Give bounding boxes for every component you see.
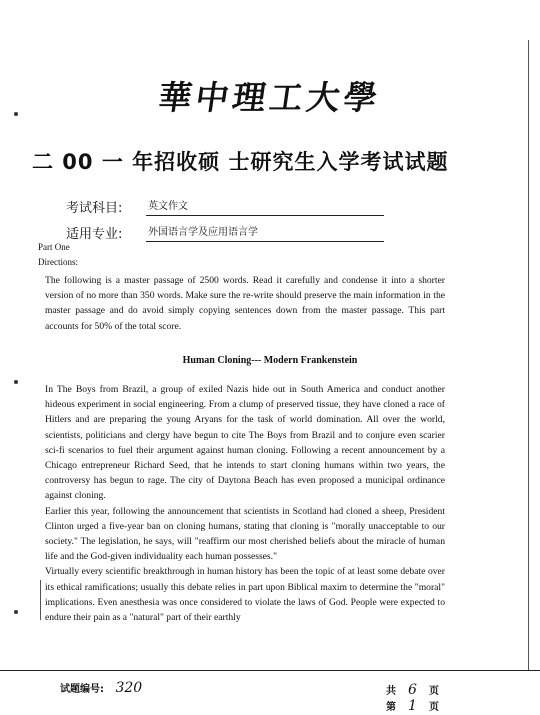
binding-hole bbox=[14, 112, 18, 116]
exam-title: 二 00 一 年招收硕 士研究生入学考试试题 bbox=[32, 150, 449, 174]
paragraph: Earlier this year, following the announcement that scientists in Scotland had cloned a sheep, President Clinton urged a five-year ban on cloning humans, stating that cloning is "morally unacceptable to our society." The legislation, he says, will "reaffirm our most cherished beliefs about the miracle of human life and the God-given individuality each human possesses." bbox=[45, 505, 445, 563]
total-pages-value: 6 bbox=[408, 682, 417, 698]
scan-edge-line bbox=[528, 40, 529, 670]
part-label: Part One bbox=[38, 242, 70, 252]
article-title: Human Cloning--- Modern Frankenstein bbox=[182, 355, 358, 366]
total-pages bbox=[386, 682, 439, 698]
subject-label: 考试科目: bbox=[66, 201, 123, 216]
total-suffix: 页 bbox=[428, 686, 439, 697]
major-value: 外国语言学及应用语言学 bbox=[146, 223, 384, 242]
exam-code bbox=[60, 680, 142, 696]
major-label: 适用专业: bbox=[66, 227, 123, 242]
binding-hole bbox=[14, 610, 18, 614]
page-prefix: 第 bbox=[386, 702, 396, 713]
major-row bbox=[66, 223, 258, 242]
instructions-text: The following is a master passage of 2500 words. Read it carefully and condense it into a shorter version of no more than 350 words. Make sure the re-write should preserve the main information in the master passage and do avoid simply copying sentences down from the master passage. This part accounts for 50% of the total score. bbox=[45, 275, 445, 332]
paragraph: Virtually every scientific breakthrough in human history has been the topic of at least some debate over its ethical ramifications; usually this debate relies in part upon Biblical maxim to determine the "moral" implications. Even anesthesia was once considered to violate the laws of God. People were expected to endure their pain as a "natural" part of their earthly bbox=[45, 566, 445, 624]
scan-margin-mark bbox=[40, 580, 41, 620]
footer-divider bbox=[0, 670, 540, 671]
page-number bbox=[386, 698, 439, 714]
exam-code-label: 试题编号: bbox=[60, 684, 104, 695]
exam-code-value: 320 bbox=[115, 680, 143, 696]
university-name: 華中理工大學 bbox=[155, 78, 384, 117]
page-suffix: 页 bbox=[428, 702, 439, 713]
subject-value: 英文作文 bbox=[146, 197, 384, 216]
binding-hole bbox=[14, 380, 18, 384]
total-prefix: 共 bbox=[386, 686, 396, 697]
page-number-value: 1 bbox=[408, 698, 417, 714]
article-body bbox=[45, 382, 445, 625]
subject-row bbox=[66, 197, 188, 216]
paragraph: In The Boys from Brazil, a group of exiled Nazis hide out in South America and conduct another hideous experiment in social engineering. From a clump of preserved tissue, they have cloned a race of Hitlers and are preparing the young Aryans for the task of world domination. All over the world, scientists, politicians and clergy have begun to cite The Boys from Brazil and to conjure even scarier sci-fi scenarios to fuel their argument against human cloning. Following a recent announcement by a Chicago entrepreneur Richard Seed, that he intends to start cloning humans within two years, the controversy has begun to rage. The city of Daytona Beach has even proposed a municipal ordinance against cloning. bbox=[45, 384, 445, 502]
directions-label: Directions: bbox=[38, 257, 78, 267]
